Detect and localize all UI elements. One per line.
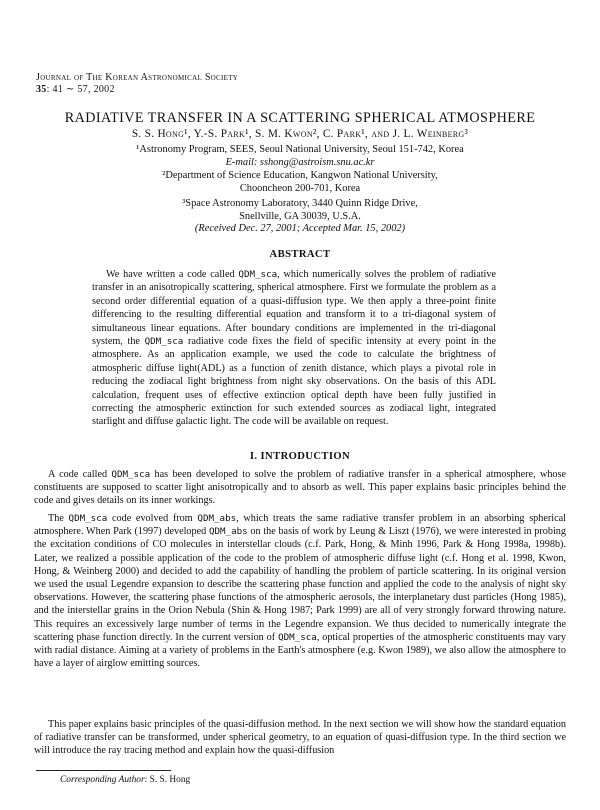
section-heading-introduction: I. INTRODUCTION [249, 451, 351, 462]
code-name: QDM_abs [208, 526, 248, 538]
email-address: E-mail: sshong@astroism.snu.ac.kr [225, 157, 375, 168]
volume-pages: : 41 ∼ 57, 2002 [46, 84, 115, 95]
abstract-body: We have written a code called QDM_sca, which numerically solves the problem of radiative transfer in an anisotropically scattering, spherical atmosphere. First we formulate the problem as a second order differential equation of a quasi-diffusion type. We then apply a three-point finite differencing to the resulting differential equation and transform it to a tri-diagonal system of simultaneous linear equations. After boundary conditions are implemented in the tri-diagonal system, the QDM_sca radiative code fixes the field of specific intensity at every point in the atmosphere. As an application example, we used the code to calculate the brightness of atmospheric diffuse light(ADL) as a function of zenith distance, which plays a pivotal role in reducing the zodiacal light brightness from night sky observations. On the basis of this ADL calculation, frequent uses of effective extinction optical depth have been fully justified in correcting the atmospheric extinction for such extended sources as zodiacal light, integrated starlight and diffuse galactic light. The code will be available on request. [92, 269, 496, 428]
code-name: QDM_sca [278, 631, 317, 643]
code-name: QDM_abs [197, 513, 237, 524]
affiliation-2-line-2: Chooncheon 200-701, Korea [239, 183, 361, 194]
corresponding-author-label: Corresponding Author [60, 775, 145, 785]
footnote-divider [36, 770, 171, 771]
code-name: QDM_sca [111, 469, 151, 480]
intro-paragraph-2: The QDM_sca code evolved from QDM_abs, which treats the same radiative transfer problem in an absorbing spherical atmosphere. When Park (1997) developed QDM_abs on the basis of work by Leung & Liszt (1976), we were interested in probing the excitation conditions of CO molecules in interstellar clouds (c.f. Park, Hong, & Minh 1996, Park & Hong 1998a, 1998b). Later, we realized a possible application of the code to the problem of atmospheric diffuse light (c.f. Hong et al. 1998, Kwon, Hong, & Weinberg 2000) and decided to add the capability of handling the problem of particle scattering. In its original version we used the usual Legendre expansion to describe the scattering phase function and applied the code to the analysis of night sky observations. However, the scattering phase functions of the atmospheric aerosols, the interplanetary dust particles (Hong 1985), and the interstellar grains in the Orion Nebula (Shin & Hong 1987; Park 1999) are all of very strongly forward throwing nature. This requires an excessively large number of terms in the Legendre expansion. We thus decided to numerically integrate the scattering phase function directly. In the current version of QDM_sca, optical properties of the atmospheric constituents may vary with radial distance. Aiming at a variety of problems in the Earth's atmosphere (e.g. Kwon 1989), we also allow the atmosphere to have a layer of airglow emitting sources. [34, 513, 566, 670]
affiliation-1-address: ¹Astronomy Program, SEES, Seoul National University, Seoul 151-742, Korea [136, 144, 464, 155]
code-name: QDM_sca [144, 336, 184, 348]
intro-paragraph-1: A code called QDM_sca has been developed to solve the problem of radiative transfer in a spherical atmosphere, whose constituents are supposed to scatter light anisotropically and to absorb as well. This paper explains basic principles behind the code and gives details on its inner workings. [34, 469, 566, 507]
affiliation-2-line-1: ²Department of Science Education, Kangwon National University, [162, 170, 438, 181]
abstract-heading: ABSTRACT [269, 249, 331, 260]
journal-name: Journal of The Korean Astronomical Society [36, 72, 239, 83]
affiliation-3-line-1: ³Space Astronomy Laboratory, 3440 Quinn Ridge Drive, [182, 198, 418, 209]
affiliation-1 [0, 143, 600, 169]
affiliation-2 [0, 169, 600, 195]
journal-header [36, 72, 238, 96]
corresponding-author-name: : S. S. Hong [144, 775, 191, 785]
corresponding-author-footnote [60, 775, 190, 785]
code-name: QDM_sca [238, 269, 278, 280]
received-dates: (Received Dec. 27, 2001; Accepted Mar. 15, 2002) [194, 223, 406, 234]
intro-paragraph-3: This paper explains basic principles of the quasi-diffusion method. In the next section we will show how the standard equation of radiative transfer can be transformed, under spherical geometry, to an equation of quasi-diffusion type. In the third section we will introduce the ray tracing method and explain how the quasi-diffusion [34, 719, 566, 757]
affiliation-3-line-2: Snellville, GA 30039, U.S.A. [239, 211, 361, 222]
volume-number: 35 [36, 84, 47, 95]
paper-title: RADIATIVE TRANSFER IN A SCATTERING SPHERICAL ATMOSPHERE [64, 110, 536, 126]
author-list: S. S. Hong¹, Y.-S. Park¹, S. M. Kwon², C. Park¹, and J. L. Weinberg³ [131, 128, 469, 140]
affiliation-3 [0, 197, 600, 223]
code-name: QDM_sca [68, 513, 108, 524]
journal-volume [36, 84, 238, 96]
